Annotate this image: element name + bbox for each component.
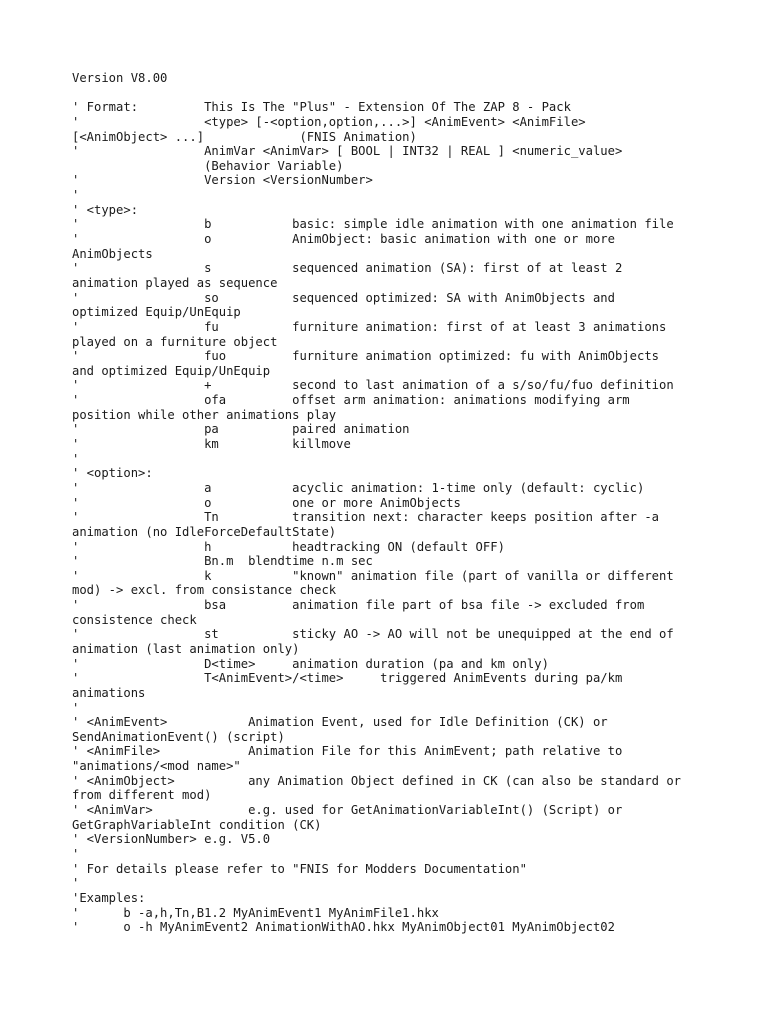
- text-line: ' km killmove: [72, 437, 351, 452]
- text-line: ' ofa offset arm animation: animations modifying arm: [72, 393, 630, 408]
- text-line: ' <type>:: [72, 202, 139, 217]
- text-line: ' <AnimEvent> Animation Event, used for Idle Definition (CK) or: [72, 715, 608, 730]
- text-line: (Behavior Variable): [72, 158, 344, 173]
- text-line: ' o -h MyAnimEvent2 AnimationWithAO.hkx MyAnimObject01 MyAnimObject02: [72, 920, 615, 935]
- text-line: 'Examples:: [72, 890, 146, 905]
- text-line: ': [72, 876, 80, 891]
- text-line: AnimObjects: [72, 246, 153, 261]
- text-line: animations: [72, 685, 146, 700]
- document-text: [72, 71, 752, 935]
- text-line: ': [72, 188, 80, 203]
- text-line: played on a furniture object: [72, 334, 278, 349]
- text-line: ' AnimVar <AnimVar> [ BOOL | INT32 | REAL ] <numeric_value>: [72, 144, 623, 159]
- text-line: ' <type> [-<option,option,...>] <AnimEvent> <AnimFile>: [72, 114, 586, 129]
- text-line: ' fu furniture animation: first of at least 3 animations: [72, 319, 667, 334]
- text-line: ' b basic: simple idle animation with one animation file: [72, 217, 674, 232]
- text-line: ' st sticky AO -> AO will not be unequipped at the end of: [72, 627, 674, 642]
- text-line: ' o one or more AnimObjects: [72, 495, 461, 510]
- text-line: ' <AnimVar> e.g. used for GetAnimationVariableInt() (Script) or: [72, 803, 623, 818]
- text-line: consistence check: [72, 612, 197, 627]
- text-line: from different mod): [72, 788, 212, 803]
- text-line: [72, 86, 752, 101]
- text-line: ' Tn transition next: character keeps position after -a: [72, 510, 659, 525]
- text-line: mod) -> excl. from consistance check: [72, 583, 337, 598]
- text-line: Version V8.00: [72, 71, 168, 85]
- text-line: ': [72, 451, 80, 466]
- text-line: optimized Equip/UnEquip: [72, 305, 241, 320]
- text-line: "animations/<mod name>": [72, 759, 241, 774]
- text-line: position while other animations play: [72, 407, 337, 422]
- text-line: ' b -a,h,Tn,B1.2 MyAnimEvent1 MyAnimFile1.hkx: [72, 905, 439, 920]
- text-line: ' T<AnimEvent>/<time> triggered AnimEvents during pa/km: [72, 671, 623, 686]
- text-line: ': [72, 700, 80, 715]
- text-line: and optimized Equip/UnEquip: [72, 363, 271, 378]
- text-line: ' bsa animation file part of bsa file -> excluded from: [72, 598, 645, 613]
- text-line: ' o AnimObject: basic animation with one or more: [72, 232, 615, 247]
- text-line: ' <option>:: [72, 466, 153, 481]
- text-line: ' Format: This Is The "Plus" - Extension Of The ZAP 8 - Pack: [72, 100, 571, 115]
- text-line: ' h headtracking ON (default OFF): [72, 539, 505, 554]
- text-line: ' Bn.m blendtime n.m sec: [72, 554, 373, 569]
- text-line: ' k "known" animation file (part of vanilla or different: [72, 568, 674, 583]
- text-line: ' Version <VersionNumber>: [72, 173, 373, 188]
- text-line: animation (no IdleForceDefaultState): [72, 524, 337, 539]
- text-line: ' <VersionNumber> e.g. V5.0: [72, 832, 271, 847]
- text-line: GetGraphVariableInt condition (CK): [72, 817, 322, 832]
- text-line: ' <AnimFile> Animation File for this AnimEvent; path relative to: [72, 744, 623, 759]
- text-line: ' D<time> animation duration (pa and km only): [72, 656, 549, 671]
- text-line: ' so sequenced optimized: SA with AnimObjects and: [72, 290, 615, 305]
- text-line: ' + second to last animation of a s/so/fu/fuo definition: [72, 378, 674, 393]
- text-line: ' For details please refer to "FNIS for Modders Documentation": [72, 861, 527, 876]
- text-line: ' <AnimObject> any Animation Object defined in CK (can also be standard or: [72, 773, 682, 788]
- text-line: ' fuo furniture animation optimized: fu with AnimObjects: [72, 349, 659, 364]
- text-line: animation (last animation only): [72, 641, 300, 656]
- text-line: ' a acyclic animation: 1-time only (default: cyclic): [72, 480, 645, 495]
- text-line: SendAnimationEvent() (script): [72, 729, 285, 744]
- text-line: ': [72, 846, 80, 861]
- text-line: ' s sequenced animation (SA): first of at least 2: [72, 261, 623, 276]
- text-line: [<AnimObject> ...] (FNIS Animation): [72, 129, 417, 144]
- text-line: animation played as sequence: [72, 275, 278, 290]
- text-line: ' pa paired animation: [72, 422, 410, 437]
